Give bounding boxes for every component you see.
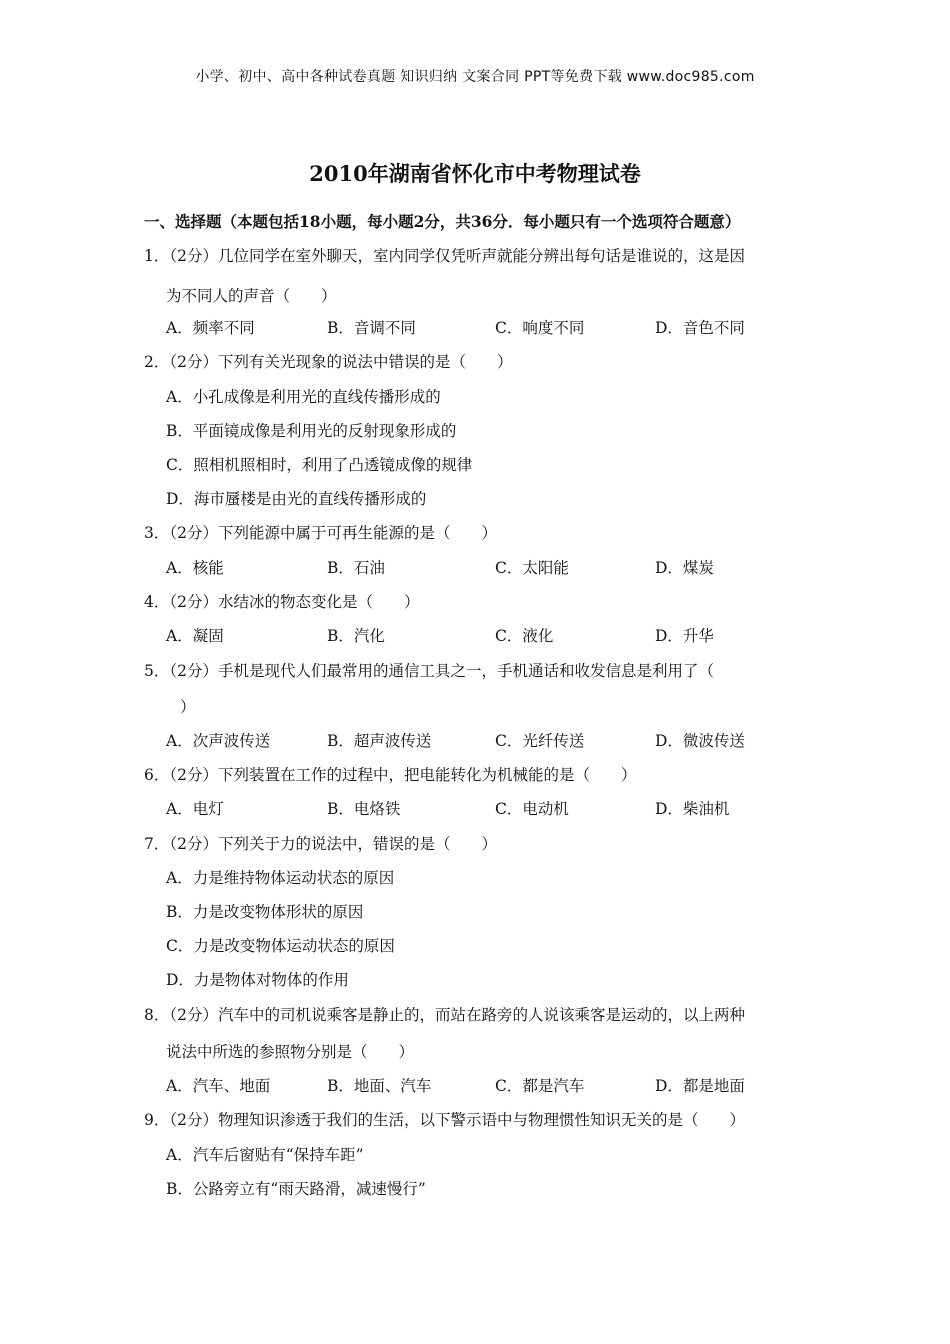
q5-option-c: C．光纤传送 bbox=[495, 732, 585, 750]
q2-option-c: C．照相机照相时，利用了凸透镜成像的规律 bbox=[166, 456, 473, 474]
q8-option-d: D．都是地面 bbox=[655, 1077, 745, 1095]
q1-option-c: C．响度不同 bbox=[495, 319, 585, 337]
q4-option-a: A．凝固 bbox=[166, 627, 224, 645]
q1-option-d: D．音色不同 bbox=[655, 319, 745, 337]
q7-option-b: B．力是改变物体形状的原因 bbox=[166, 903, 364, 921]
section-heading: 一、选择题（本题包括18小题，每小题2分，共36分．每小题只有一个选项符合题意） bbox=[144, 212, 741, 231]
q2-option-d: D．海市蜃楼是由光的直线传播形成的 bbox=[166, 490, 427, 508]
q8-option-a: A．汽车、地面 bbox=[166, 1077, 271, 1095]
question-3: 3．（2分）下列能源中属于可再生能源的是（ ） bbox=[144, 524, 497, 542]
question-5: 5．（2分）手机是现代人们最常用的通信工具之一，手机通话和收发信息是利用了（ bbox=[144, 662, 714, 680]
question-1: 1．（2分）几位同学在室外聊天，室内同学仅凭听声就能分辨出每句话是谁说的，这是因 bbox=[144, 247, 745, 265]
question-8-cont: 说法中所选的参照物分别是（ ） bbox=[166, 1043, 415, 1061]
q9-option-b: B．公路旁立有“雨天路滑，减速慢行” bbox=[166, 1180, 426, 1198]
q8-option-b: B．地面、汽车 bbox=[327, 1077, 432, 1095]
q6-option-d: D．柴油机 bbox=[655, 800, 730, 818]
q3-option-d: D．煤炭 bbox=[655, 559, 714, 577]
q4-option-b: B．汽化 bbox=[327, 627, 385, 645]
question-7: 7．（2分）下列关于力的说法中，错误的是（ ） bbox=[144, 835, 497, 853]
q5-option-b: B．超声波传送 bbox=[327, 732, 432, 750]
q7-option-d: D．力是物体对物体的作用 bbox=[166, 971, 349, 989]
question-6: 6．（2分）下列装置在工作的过程中，把电能转化为机械能的是（ ） bbox=[144, 766, 637, 784]
q4-option-c: C．液化 bbox=[495, 627, 554, 645]
question-5-cont: ） bbox=[180, 698, 196, 716]
question-4: 4．（2分）水结冰的物态变化是（ ） bbox=[144, 593, 420, 611]
q5-option-a: A．次声波传送 bbox=[166, 732, 271, 750]
question-1-cont: 为不同人的声音（ ） bbox=[166, 287, 337, 305]
q3-option-b: B．石油 bbox=[327, 559, 385, 577]
q7-option-a: A．力是维持物体运动状态的原因 bbox=[166, 869, 395, 887]
page-header: 小学、初中、高中各种试卷真题 知识归纳 文案合同 PPT等免费下载 www.doc985.com bbox=[195, 69, 755, 85]
q7-option-c: C．力是改变物体运动状态的原因 bbox=[166, 937, 395, 955]
q5-option-d: D．微波传送 bbox=[655, 732, 745, 750]
question-9: 9．（2分）物理知识渗透于我们的生活，以下警示语中与物理惯性知识无关的是（ ） bbox=[144, 1111, 745, 1129]
q9-option-a: A．汽车后窗贴有“保持车距” bbox=[166, 1146, 364, 1164]
q1-option-b: B．音调不同 bbox=[327, 319, 416, 337]
q6-option-a: A．电灯 bbox=[166, 800, 224, 818]
q3-option-c: C．太阳能 bbox=[495, 559, 569, 577]
q2-option-a: A．小孔成像是利用光的直线传播形成的 bbox=[166, 388, 441, 406]
question-8: 8．（2分）汽车中的司机说乘客是静止的，而站在路旁的人说该乘客是运动的，以上两种 bbox=[144, 1006, 745, 1024]
q2-option-b: B．平面镜成像是利用光的反射现象形成的 bbox=[166, 422, 457, 440]
question-2: 2．（2分）下列有关光现象的说法中错误的是（ ） bbox=[144, 353, 513, 371]
q3-option-a: A．核能 bbox=[166, 559, 224, 577]
q4-option-d: D．升华 bbox=[655, 627, 714, 645]
document-title: 2010年湖南省怀化市中考物理试卷 bbox=[309, 161, 641, 186]
q8-option-c: C．都是汽车 bbox=[495, 1077, 585, 1095]
q6-option-c: C．电动机 bbox=[495, 800, 569, 818]
q1-option-a: A．频率不同 bbox=[166, 319, 255, 337]
q6-option-b: B．电烙铁 bbox=[327, 800, 401, 818]
